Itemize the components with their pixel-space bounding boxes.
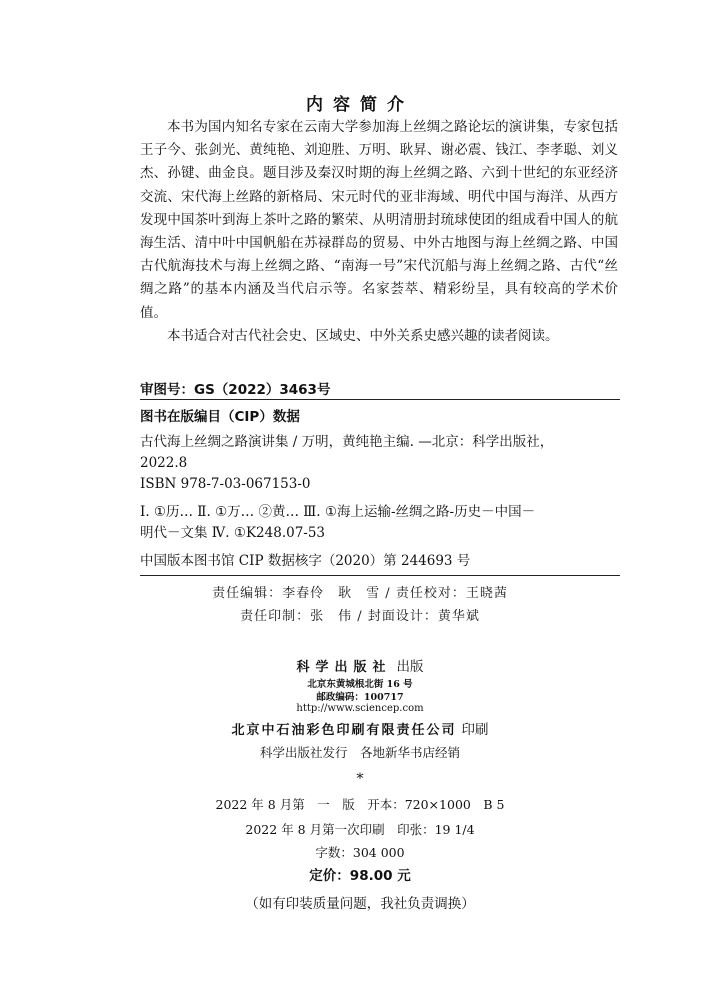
printer-suffix: 印刷 — [461, 722, 489, 738]
map-approval-number: 审图号：GS（2022）3463号 — [140, 382, 331, 398]
publisher-url: http://www.sciencep.com — [296, 703, 424, 714]
printer-name: 北京中石油彩色印刷有限责任公司 — [231, 723, 457, 738]
cip-entry-line: 2022.8 — [140, 455, 188, 471]
printing-spec: 2022 年 8 月第一次印刷 印张：19 1/4 — [245, 822, 475, 837]
publisher-name: 科学出版社 — [296, 660, 392, 675]
cip-heading: 图书在版编目（CIP）数据 — [140, 409, 300, 425]
divider — [140, 399, 620, 400]
cip-isbn: ISBN 978-7-03-067153-0 — [140, 476, 311, 492]
summary-title: 内容简介 — [306, 95, 414, 115]
cip-verification: 中国版本图书馆 CIP 数据核字（2020）第 244693 号 — [140, 553, 471, 569]
edition-spec: 2022 年 8 月第 一 版 开本：720×1000 B 5 — [215, 797, 505, 812]
wordcount-spec: 字数：304 000 — [315, 845, 405, 860]
summary-paragraph: 本书为国内知名专家在云南大学参加海上丝绸之路论坛的演讲集，专家包括王子今、张剑光、黄纯艳、刘迎胜、万明、耿昇、谢必震、钱江、李孝聪、刘义杰、孙键、曲金良。题目涉及秦汉时期的海上丝绸之路、六到十世纪的东亚经济交流、宋代海上丝路的新格局、宋元时代的亚非海域、明代中国与海洋、从西方发现中国茶叶到海上茶叶之路的繁荣、从明清册封琉球使团的组成看中国人的航海生活、清中叶中国帆船在苏禄群岛的贸易、中外古地图与海上丝绸之路、中国古代航海技术与海上丝绸之路、“南海一号”宋代沉船与海上丝绸之路、古代“丝绸之路”的基本内涵及当代启示等。名家荟萃、精彩纷呈，具有较高的学术价值。 — [140, 119, 618, 321]
quality-note: （如有印装质量问题，我社负责调换） — [245, 896, 475, 912]
divider — [140, 575, 620, 576]
summary-paragraph: 本书适合对古代社会史、区域史、中外关系史感兴趣的读者阅读。 — [167, 327, 559, 344]
publisher-address: 北京东黄城根北街 16 号 — [307, 679, 413, 690]
publisher-postcode: 邮政编码：100717 — [316, 692, 404, 703]
staff-line: 责任印制：张 伟 / 封面设计：黄华斌 — [240, 609, 480, 624]
cip-entry-line: 古代海上丝绸之路演讲集 / 万明，黄纯艳主编. —北京：科学出版社， — [140, 434, 554, 450]
publisher-line — [0, 655, 720, 675]
price: 定价：98.00 元 — [309, 868, 411, 884]
summary-body — [140, 116, 618, 348]
cip-classification — [140, 502, 618, 544]
publisher-suffix: 出版 — [396, 659, 424, 675]
separator-asterisk: * — [356, 771, 364, 787]
distribution: 科学出版社发行 各地新华书店经销 — [259, 745, 460, 760]
cip-entry — [140, 432, 618, 495]
cip-classification-line: Ⅰ. ①历… Ⅱ. ①万… ②黄… Ⅲ. ①海上运输-丝绸之路-历史－中国－ — [140, 504, 536, 520]
staff-line: 责任编辑：李春伶 耿 雪 / 责任校对：王晓茜 — [212, 586, 508, 601]
printer-line — [0, 718, 720, 738]
cip-classification-line: 明代－文集 Ⅳ. ①K248.07-53 — [140, 525, 326, 541]
